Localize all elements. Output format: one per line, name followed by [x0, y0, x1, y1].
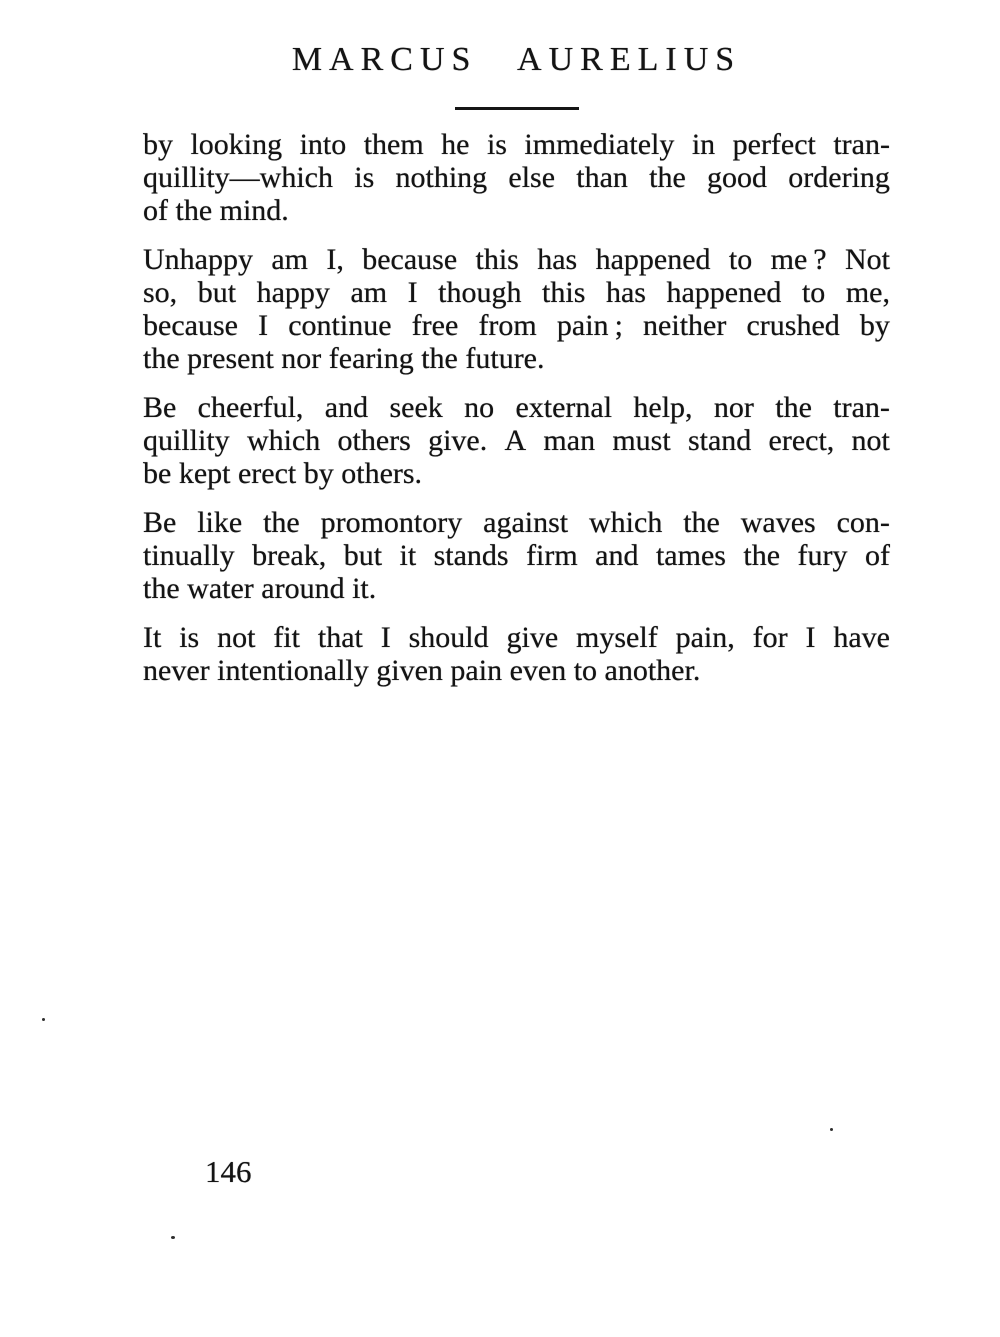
paragraph [143, 243, 890, 375]
text-line: tinually break, but it stands firm and tames the fury of [143, 539, 890, 572]
text-line: because I continue free from pain ; neither crushed by [143, 309, 890, 342]
text-line: quillity which others give. A man must stand erect, not [143, 424, 890, 457]
text-line: the water around it. [143, 572, 377, 605]
page-number: 146 [205, 1154, 252, 1189]
text-line: of the mind. [143, 194, 289, 227]
text-line: so, but happy am I though this has happened to me, [143, 276, 890, 309]
page-title: MARCUS AURELIUS [291, 41, 742, 78]
text-line: be kept erect by others. [143, 457, 423, 490]
text-line: It is not fit that I should give myself pain, for I have [143, 621, 890, 654]
scan-speck [830, 1128, 833, 1131]
scan-speck [171, 1236, 175, 1239]
title-rule [455, 107, 579, 110]
text-line: never intentionally given pain even to another. [143, 654, 701, 687]
paragraph [143, 128, 890, 227]
text-line: Unhappy am I, because this has happened to me ? Not [143, 243, 890, 276]
paragraph [143, 391, 890, 490]
text-line: by looking into them he is immediately in perfect tran- [143, 128, 890, 161]
text-line: the present nor fearing the future. [143, 342, 545, 375]
scan-speck [42, 1018, 45, 1021]
text-line: quillity—which is nothing else than the good ordering [143, 161, 890, 194]
paragraph [143, 506, 890, 605]
paragraph [143, 621, 890, 687]
text-line: Be like the promontory against which the waves con- [143, 506, 890, 539]
text-line: Be cheerful, and seek no external help, nor the tran- [143, 391, 890, 424]
body-text [143, 128, 890, 703]
